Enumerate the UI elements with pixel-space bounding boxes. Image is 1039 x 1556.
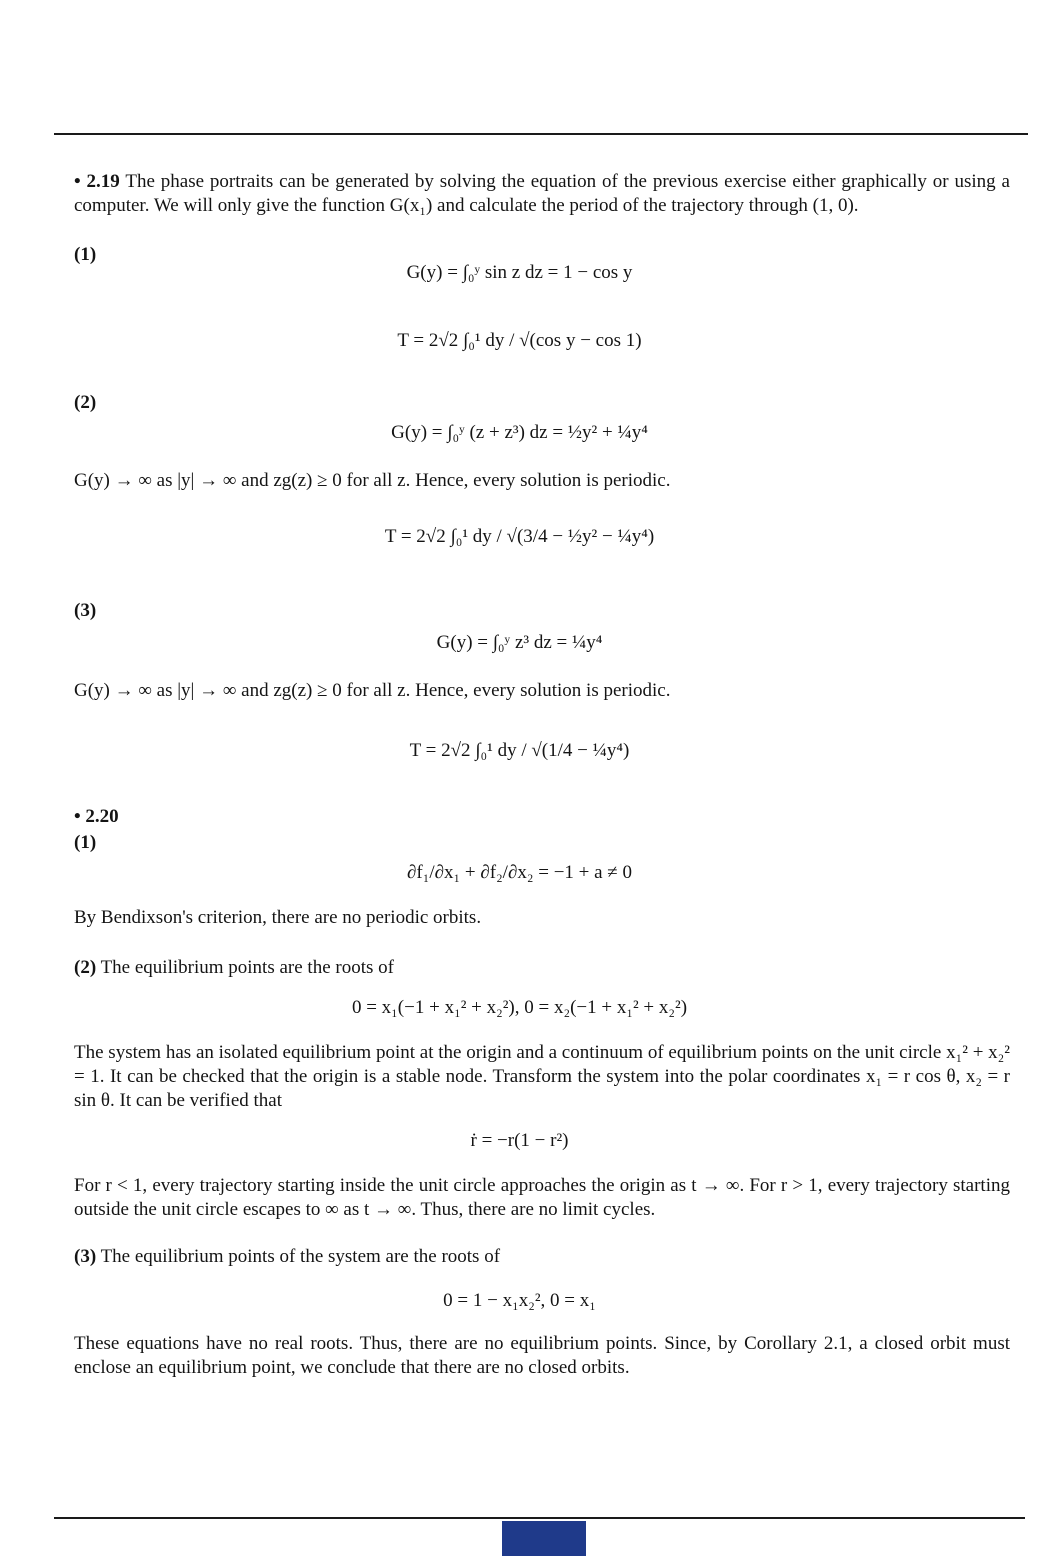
exercise-2-19-part3-G — [0, 632, 1039, 654]
exercise-2-19-intro — [74, 170, 1010, 218]
exercise-2-19-part1-T — [0, 330, 1039, 352]
exercise-2-19-part2-G — [0, 422, 1039, 444]
exercise-2-19-heading: • 2.19 — [74, 171, 120, 192]
part-intro-text: The equilibrium points of the system are the roots of — [100, 1246, 501, 1267]
part-label: (3) — [74, 1246, 97, 1267]
top-rule — [54, 133, 1028, 135]
exercise-2-20-heading: • 2.20 — [74, 806, 119, 827]
exercise-2-20-part3-equation-final — [0, 1290, 1039, 1312]
exercise-2-20-part1-text: By Bendixson's criterion, there are no periodic orbits. — [74, 907, 482, 928]
part-intro-text: The equilibrium points are the roots of — [100, 957, 394, 978]
equation: ∂f₁/∂x₁ + ∂f₂/∂x₂ = −1 + a ≠ 0 — [407, 862, 632, 883]
equation: 0 = x₁(−1 + x₁² + x₂²), 0 = x₂(−1 + x₁² + x₂²) — [351, 997, 688, 1018]
exercise-2-19-part2-text: G(y) → ∞ as |y| → ∞ and zg(z) ≥ 0 for all z. Hence, every solution is periodic. — [74, 470, 671, 491]
exercise-2-20-part2-eq — [0, 997, 1039, 1019]
page-number-box — [502, 1521, 586, 1556]
exercise-2-20-part2-rdot — [0, 1130, 1039, 1152]
exercise-2-19-part2-label: (2) — [74, 392, 97, 413]
exercise-2-20-part2-intro — [74, 956, 1010, 980]
exercise-2-19-intro-text: The phase portraits can be generated by solving the equation of the previous exercise either graphically or using a computer. We will only give the function G(x₁) and calculate the period of the trajectory through (1, 0). — [74, 171, 1010, 216]
exercise-2-19-part3-label: (3) — [74, 600, 97, 621]
equation: T = 2√2 ∫₀¹ dy / √(1/4 − ¼y⁴) — [409, 740, 630, 761]
equation: T = 2√2 ∫₀¹ dy / √(3/4 − ½y² − ¼y⁴) — [384, 526, 655, 547]
equation: G(y) = ∫₀ʸ sin z dz = 1 − cos y — [406, 262, 633, 283]
exercise-2-20-part2-text: The system has an isolated equilibrium point at the origin and a continuum of equilibrium points on the unit circle x₁² + x₂² = 1. It can be checked that the origin is a stable node. Transform the system into the polar coordinates x₁ = r cos θ, x₂ = r sin θ. It can be verified that — [74, 1042, 1010, 1111]
equation: T = 2√2 ∫₀¹ dy / √(cos y − cos 1) — [397, 330, 642, 351]
exercise-2-19-part1-G — [0, 262, 1039, 284]
equation: ṙ = −r(1 − r²) — [470, 1130, 569, 1151]
exercise-2-20-part3-intro — [74, 1245, 1010, 1269]
part-label: (2) — [74, 957, 97, 978]
equation: 0 = 1 − x₁x₂², 0 = x₁ — [443, 1290, 596, 1311]
exercise-2-19-part3-text: G(y) → ∞ as |y| → ∞ and zg(z) ≥ 0 for all z. Hence, every solution is periodic. — [74, 680, 671, 701]
exercise-2-19-part2-T — [0, 526, 1039, 548]
bottom-rule — [54, 1517, 1025, 1519]
exercise-2-19-part1-label: (1) — [74, 244, 97, 265]
exercise-2-20-part3-text: These equations have no real roots. Thus, there are no equilibrium points. Since, by Corollary 2.1, a closed orbit must enclose an equilibrium point, we conclude that there are no closed orbits. — [74, 1333, 1010, 1378]
exercise-2-20-part1-label: (1) — [74, 832, 97, 853]
exercise-2-19-part3-T — [0, 740, 1039, 762]
exercise-2-20-part1-eq — [0, 862, 1039, 884]
equation: G(y) = ∫₀ʸ z³ dz = ¼y⁴ — [436, 632, 603, 653]
exercise-2-20-part2-conclusion: For r < 1, every trajectory starting inside the unit circle approaches the origin as t → ∞. For r > 1, every trajectory starting outside the unit circle escapes to ∞ as t → ∞. Thus, there are no limit cycles. — [74, 1175, 1010, 1220]
equation: G(y) = ∫₀ʸ (z + z³) dz = ½y² + ¼y⁴ — [391, 422, 648, 443]
